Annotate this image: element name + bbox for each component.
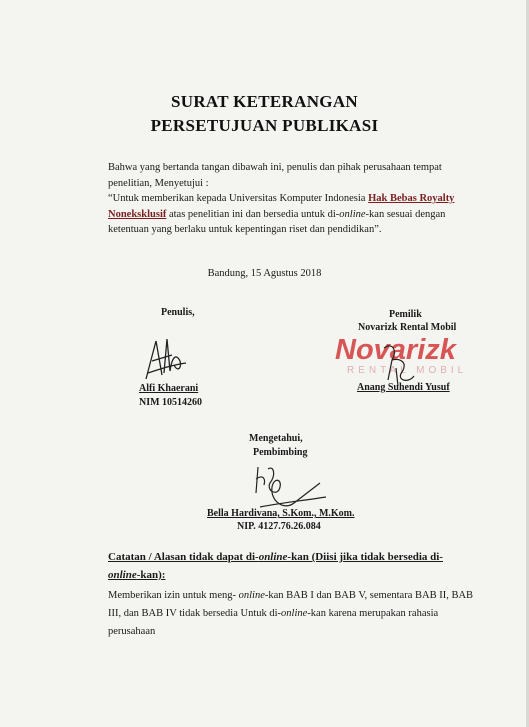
pemilik-signature (378, 340, 418, 388)
reason-part-a: Memberikan izin untuk meng- (108, 590, 239, 601)
penulis-signature (142, 335, 188, 383)
catatan-part-c: -kan): (136, 569, 166, 581)
quote-part-b: atas penelitian ini dan bersedia untuk di- (166, 208, 340, 220)
pemilik-name: Anang Suhendi Yusuf (357, 382, 450, 393)
pemilik-company: Novarizk Rental Mobil (358, 322, 457, 333)
title-line-2: PERSETUJUAN PUBLIKASI (150, 116, 379, 135)
reason-part-c: -kan karena merupakan rahasia perusahaan (108, 608, 439, 637)
catatan-part-b: -kan (Diisi jika tidak bersedia di- (287, 551, 443, 563)
pembimbing-nip: NIP. 4127.76.26.084 (237, 521, 321, 532)
pembimbing-signature (250, 457, 330, 515)
hak-bebas-royalty-link: Hak Bebas Royalty Noneksklusif (108, 193, 455, 220)
penulis-nim: NIM 10514260 (139, 397, 203, 408)
reason-online-2: online (281, 608, 308, 619)
reason-online-1: online (238, 590, 265, 601)
intro-line-2: penelitian, Menyetujui : (108, 177, 209, 189)
letter-date: Bandung, 15 Agustus 2018 (207, 268, 322, 279)
quote-part-c: -kan sesuai dengan ketentuan yang berlaku untuk kepentingan riset dan pendidikan”. (108, 208, 446, 235)
svg-text:Novarizk: Novarizk (335, 334, 456, 366)
pembimbing-name: Bella Hardivana, S.Kom., M.Kom. (207, 508, 355, 519)
intro-line-1: Bahwa yang bertanda tangan dibawah ini, penulis dan pihak perusahaan tempat (108, 162, 442, 173)
catatan-online-2: online (108, 569, 137, 581)
intro-paragraph (108, 160, 468, 238)
penulis-name: Alfi Khaerani (139, 383, 199, 394)
pembimbing-label: Pembimbing (253, 447, 308, 458)
pemilik-label: Pemilik (389, 309, 422, 320)
penulis-label: Penulis, (161, 307, 195, 318)
reason-paragraph (108, 587, 478, 641)
svg-text:RENTAL MOBIL: RENTAL MOBIL (347, 365, 468, 376)
quote-part-a: “Untuk memberikan kepada Universitas Komputer Indonesia (108, 193, 369, 204)
quote-online: online (339, 208, 366, 220)
catatan-part-a: Catatan / Alasan tidak dapat di- (108, 551, 259, 563)
reason-part-b: -kan BAB I dan BAB V, sementara BAB II, BAB III, dan BAB IV tidak bersedia Untuk di- (108, 590, 474, 619)
mengetahui-label: Mengetahui, (249, 433, 303, 444)
catatan-heading (108, 548, 468, 584)
catatan-online-1: online (258, 551, 288, 563)
title-line-1: SURAT KETERANGAN (171, 92, 358, 111)
